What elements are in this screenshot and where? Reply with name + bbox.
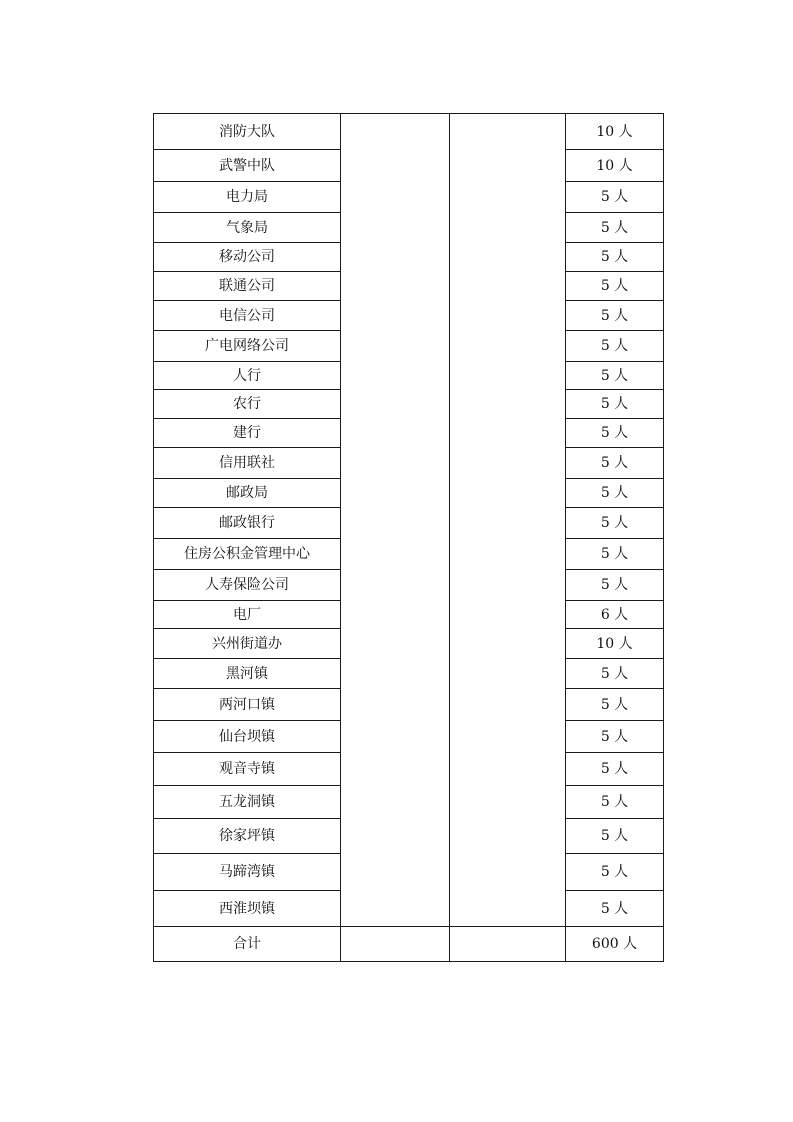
unit-name-cell: 消防大队 xyxy=(154,114,341,150)
total-blank-cell-b xyxy=(450,927,566,962)
unit-name-cell: 气象局 xyxy=(154,213,341,243)
personnel-count-cell: 10 人 xyxy=(566,114,664,150)
personnel-count-cell: 5 人 xyxy=(566,819,664,854)
unit-name-cell: 移动公司 xyxy=(154,243,341,272)
personnel-count-cell: 5 人 xyxy=(566,753,664,786)
total-label-cell: 合计 xyxy=(154,927,341,962)
unit-name-cell: 人行 xyxy=(154,362,341,390)
unit-name-cell: 电信公司 xyxy=(154,301,341,331)
unit-name-cell: 邮政银行 xyxy=(154,508,341,539)
unit-name-cell: 邮政局 xyxy=(154,479,341,508)
personnel-count-cell: 5 人 xyxy=(566,721,664,753)
personnel-count-cell: 5 人 xyxy=(566,891,664,927)
unit-name-cell: 观音寺镇 xyxy=(154,753,341,786)
unit-name-cell: 西淮坝镇 xyxy=(154,891,341,927)
personnel-count-cell: 5 人 xyxy=(566,390,664,419)
unit-name-cell: 武警中队 xyxy=(154,150,341,182)
unit-name-cell: 联通公司 xyxy=(154,272,341,301)
personnel-count-cell: 10 人 xyxy=(566,629,664,659)
personnel-count-cell: 5 人 xyxy=(566,419,664,448)
unit-name-cell: 五龙洞镇 xyxy=(154,786,341,819)
personnel-count-cell: 5 人 xyxy=(566,243,664,272)
total-row xyxy=(154,927,664,962)
unit-name-cell: 兴州街道办 xyxy=(154,629,341,659)
personnel-count-cell: 5 人 xyxy=(566,272,664,301)
table-body xyxy=(154,114,664,962)
personnel-count-cell: 5 人 xyxy=(566,213,664,243)
total-blank-cell-a xyxy=(341,927,450,962)
total-count-cell: 600 人 xyxy=(566,927,664,962)
personnel-count-cell: 5 人 xyxy=(566,331,664,362)
personnel-count-cell: 5 人 xyxy=(566,508,664,539)
unit-name-cell: 两河口镇 xyxy=(154,689,341,721)
personnel-count-cell: 5 人 xyxy=(566,448,664,479)
unit-name-cell: 农行 xyxy=(154,390,341,419)
personnel-count-cell: 5 人 xyxy=(566,301,664,331)
unit-name-cell: 住房公积金管理中心 xyxy=(154,539,341,570)
unit-name-cell: 仙台坝镇 xyxy=(154,721,341,753)
personnel-count-cell: 5 人 xyxy=(566,689,664,721)
personnel-table xyxy=(153,113,664,962)
personnel-count-cell: 5 人 xyxy=(566,659,664,689)
merged-blank-cell-a xyxy=(341,114,450,927)
personnel-count-cell: 5 人 xyxy=(566,539,664,570)
unit-name-cell: 广电网络公司 xyxy=(154,331,341,362)
unit-name-cell: 黑河镇 xyxy=(154,659,341,689)
unit-name-cell: 电厂 xyxy=(154,601,341,629)
table-row xyxy=(154,114,664,150)
unit-name-cell: 徐家坪镇 xyxy=(154,819,341,854)
personnel-count-cell: 5 人 xyxy=(566,570,664,601)
unit-name-cell: 建行 xyxy=(154,419,341,448)
personnel-count-cell: 5 人 xyxy=(566,182,664,213)
personnel-count-cell: 5 人 xyxy=(566,786,664,819)
unit-name-cell: 信用联社 xyxy=(154,448,341,479)
unit-name-cell: 电力局 xyxy=(154,182,341,213)
personnel-count-cell: 5 人 xyxy=(566,362,664,390)
merged-blank-cell-b xyxy=(450,114,566,927)
personnel-count-cell: 5 人 xyxy=(566,479,664,508)
personnel-count-cell: 6 人 xyxy=(566,601,664,629)
unit-name-cell: 马蹄湾镇 xyxy=(154,854,341,891)
personnel-count-cell: 5 人 xyxy=(566,854,664,891)
personnel-count-cell: 10 人 xyxy=(566,150,664,182)
unit-name-cell: 人寿保险公司 xyxy=(154,570,341,601)
